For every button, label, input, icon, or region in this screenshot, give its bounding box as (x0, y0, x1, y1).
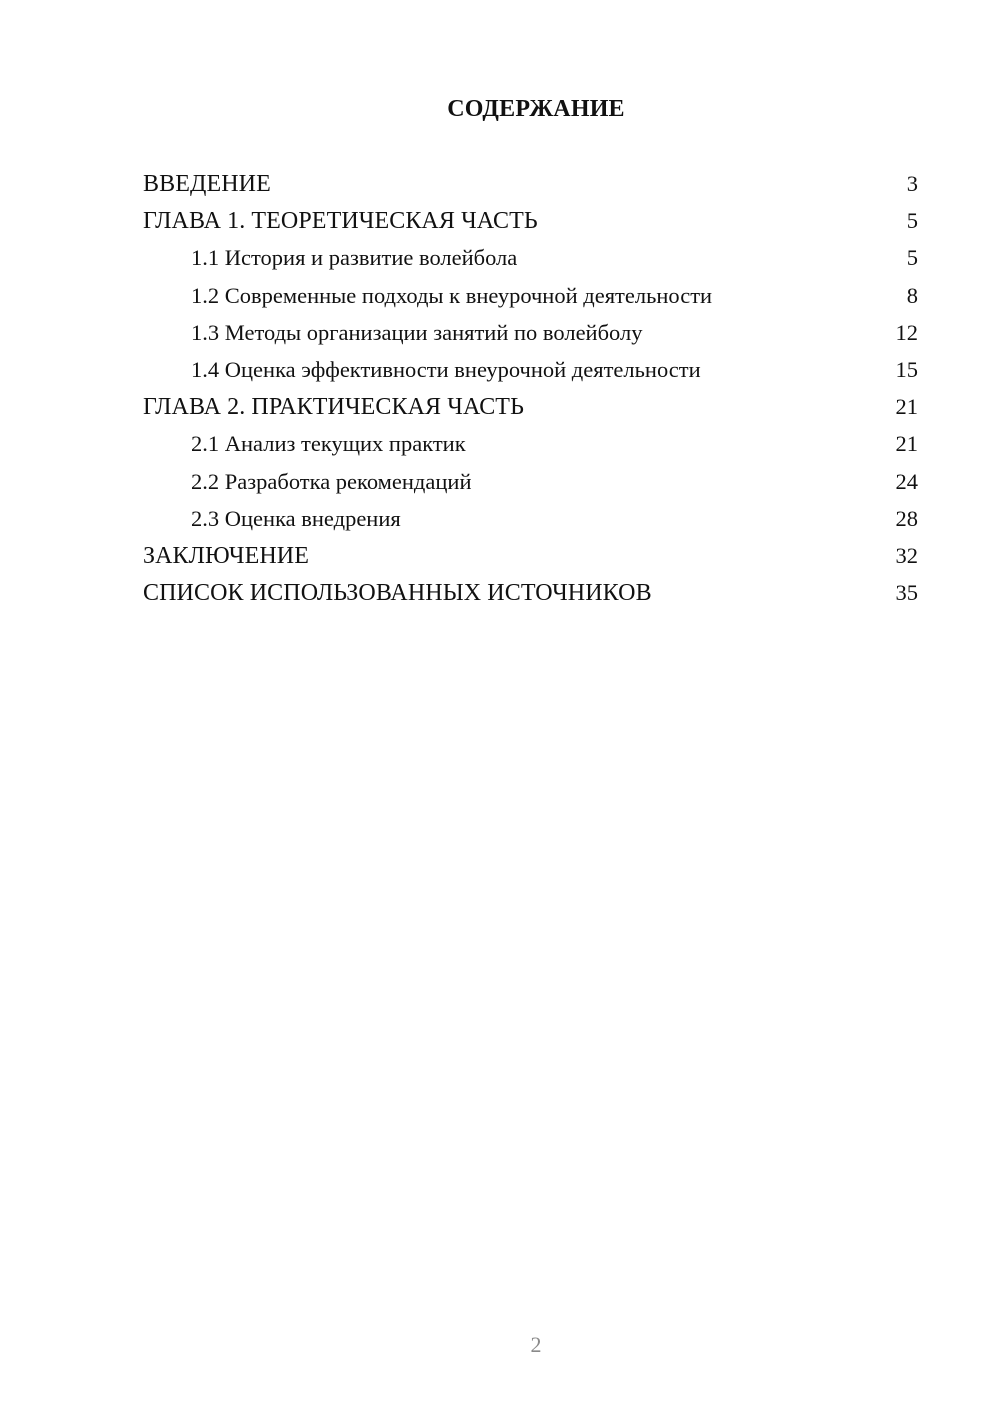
toc-entry-page: 24 (895, 468, 918, 494)
toc-entry-label: 2.3 Оценка внедрения (191, 505, 401, 531)
toc-entry-page: 15 (895, 356, 918, 382)
toc-entry-label: 1.2 Современные подходы к внеурочной деятельности (191, 282, 713, 308)
toc-entry-section-2-3[interactable] (143, 503, 918, 540)
toc-title: СОДЕРЖАНИЕ (447, 96, 625, 122)
toc-entry-section-2-1[interactable] (143, 428, 918, 465)
toc-entry-page: 5 (906, 208, 918, 234)
page-number: 2 (530, 1332, 542, 1357)
toc-entry-page: 21 (895, 431, 918, 457)
toc-entry-label: 1.1 История и развитие волейбола (191, 245, 518, 271)
toc-entry-page: 8 (906, 282, 918, 308)
toc-entry-section-1-4[interactable] (143, 354, 918, 391)
toc-entry-section-1-2[interactable] (143, 280, 918, 317)
toc-entry-references[interactable] (143, 577, 918, 614)
toc-entry-conclusion[interactable] (143, 540, 918, 577)
toc-entry-page: 28 (895, 505, 918, 531)
toc-entry-label: 1.3 Методы организации занятий по волейболу (191, 319, 643, 345)
toc-entry-label: 1.4 Оценка эффективности внеурочной деятельности (191, 356, 701, 382)
toc-entry-chapter-2[interactable] (143, 391, 918, 428)
toc-entry-page: 32 (895, 542, 918, 568)
toc-entry-label: 2.1 Анализ текущих практик (191, 431, 466, 457)
toc-entry-section-1-3[interactable] (143, 317, 918, 354)
toc-entry-label: ГЛАВА 2. ПРАКТИЧЕСКАЯ ЧАСТЬ (143, 394, 524, 421)
toc-entry-section-2-2[interactable] (143, 466, 918, 503)
toc-entry-page: 12 (895, 319, 918, 345)
table-of-contents (143, 168, 918, 614)
toc-entry-section-1-1[interactable] (143, 242, 918, 279)
toc-entry-page: 35 (895, 580, 918, 606)
toc-entry-introduction[interactable] (143, 168, 918, 205)
toc-entry-page: 21 (895, 394, 918, 420)
toc-entry-label: 2.2 Разработка рекомендаций (191, 468, 472, 494)
toc-entry-label: ВВЕДЕНИЕ (143, 171, 271, 197)
toc-entry-chapter-1[interactable] (143, 205, 918, 242)
toc-entry-label: ЗАКЛЮЧЕНИЕ (143, 542, 309, 569)
toc-entry-page: 3 (906, 171, 918, 196)
toc-entry-label: ГЛАВА 1. ТЕОРЕТИЧЕСКАЯ ЧАСТЬ (143, 208, 538, 235)
toc-entry-page: 5 (906, 245, 918, 271)
toc-entry-label: СПИСОК ИСПОЛЬЗОВАННЫХ ИСТОЧНИКОВ (143, 580, 652, 607)
